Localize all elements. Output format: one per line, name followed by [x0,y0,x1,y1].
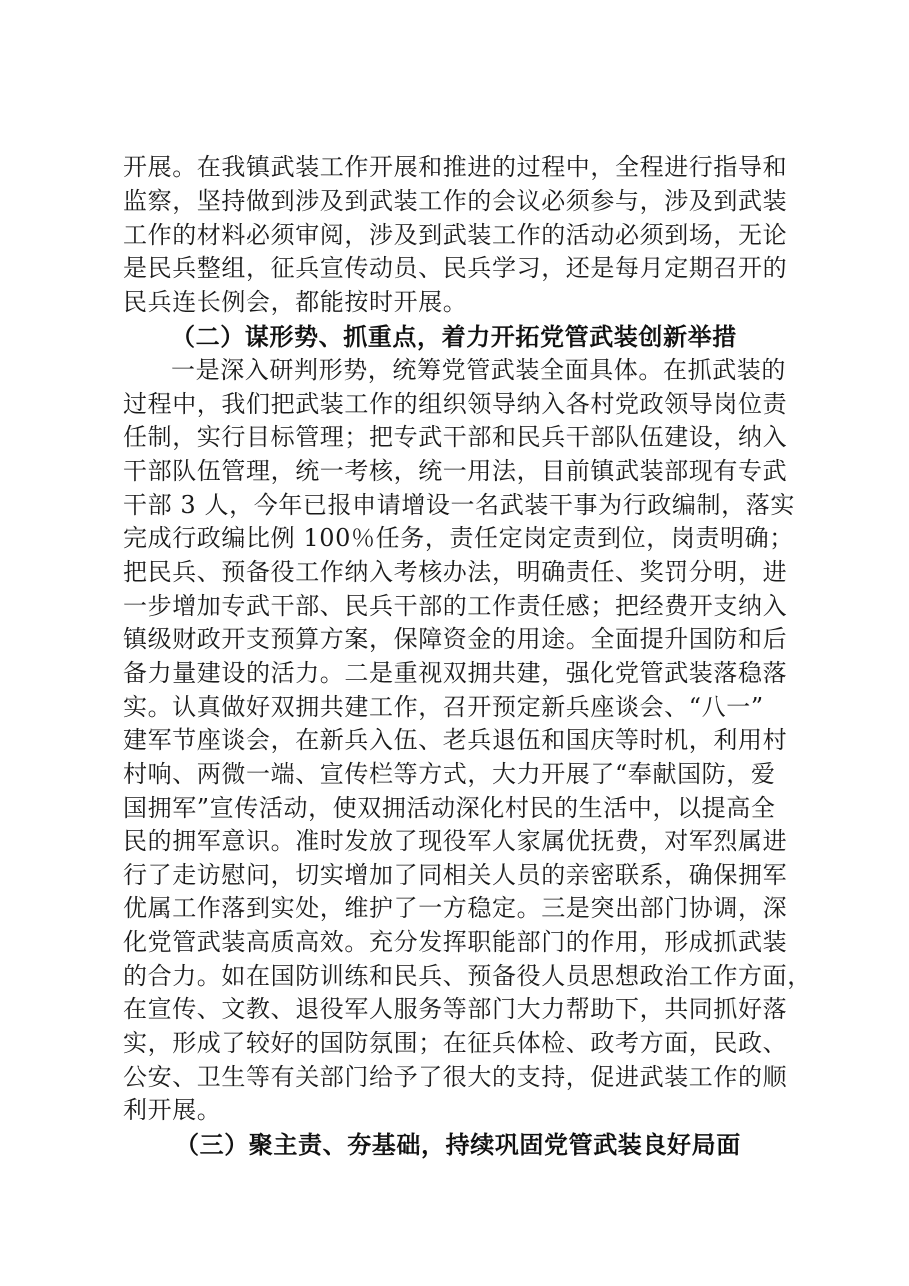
text-line: 干部 3 人，今年已报申请增设一名武装干事为行政编制，落实 [123,491,795,519]
text-line: 优属工作落到实处，维护了一方稳定。三是突出部门协调，深 [123,894,788,922]
text-line: 的合力。如在国防训练和民兵、预备役人员思想政治工作方面， [123,962,812,990]
text-line: 国拥军”宣传活动，使双拥活动深化村民的生活中，以提高全 [123,794,776,822]
text-line: 监察，坚持做到涉及到武装工作的会议必须参与，涉及到武装 [123,187,788,215]
section-heading-3: （三）聚主责、夯基础，持续巩固党管武装良好局面 [175,1130,741,1159]
text-line: 把民兵、预备役工作纳入考核办法，明确责任、奖罚分明，进 [123,558,788,586]
text-line: 村响、两微一端、宣传栏等方式，大力开展了“奉献国防，爱 [123,760,776,788]
text-line: 化党管武装高质高效。充分发挥职能部门的作用，形成抓武装 [123,928,788,956]
text-line: 实。认真做好双拥共建工作，召开预定新兵座谈会、“八一” [123,693,764,721]
text-line: 工作的材料必须审阅，涉及到武装工作的活动必须到场，无论 [123,221,788,249]
text-line: 任制，实行目标管理；把专武干部和民兵干部队伍建设，纳入 [123,423,788,451]
text-line: 完成行政编比例 100％任务，责任定岗定责到位，岗责明确； [123,524,794,552]
text-line: 民兵连长例会，都能按时开展。 [123,288,468,316]
paragraph-first-line: 一是深入研判形势，统筹党管武装全面具体。在抓武装的 [171,356,786,384]
text-line: 过程中，我们把武装工作的组织领导纳入各村党政领导岗位责 [123,390,788,418]
text-line: 行了走访慰问，切实增加了同相关人员的亲密联系，确保拥军 [123,861,788,889]
text-line: 干部队伍管理，统一考核，统一用法，目前镇武装部现有专武 [123,457,788,485]
text-line: 在宣传、文教、退役军人服务等部门大力帮助下，共同抓好落 [123,995,788,1023]
text-line: 建军节座谈会，在新兵入伍、老兵退伍和国庆等时机，利用村 [123,726,788,754]
text-line: 一步增加专武干部、民兵干部的工作责任感；把经费开支纳入 [123,592,788,620]
text-line: 民的拥军意识。准时发放了现役军人家属优抚费，对军烈属进 [123,827,788,855]
text-line: 公安、卫生等有关部门给予了很大的支持，促进武装工作的顺 [123,1063,788,1091]
text-line: 是民兵整组，征兵宣传动员、民兵学习，还是每月定期召开的 [123,254,788,282]
text-line: 备力量建设的活力。二是重视双拥共建，强化党管武装落稳落 [123,659,788,687]
text-line: 镇级财政开支预算方案，保障资金的用途。全面提升国防和后 [123,625,788,653]
text-line: 开展。在我镇武装工作开展和推进的过程中，全程进行指导和 [123,153,788,181]
text-line: 利开展。 [123,1096,222,1124]
section-heading-2: （二）谋形势、抓重点，着力开拓党管武装创新举措 [171,322,737,351]
text-line: 实，形成了较好的国防氛围；在征兵体检、政考方面，民政、 [123,1029,788,1057]
